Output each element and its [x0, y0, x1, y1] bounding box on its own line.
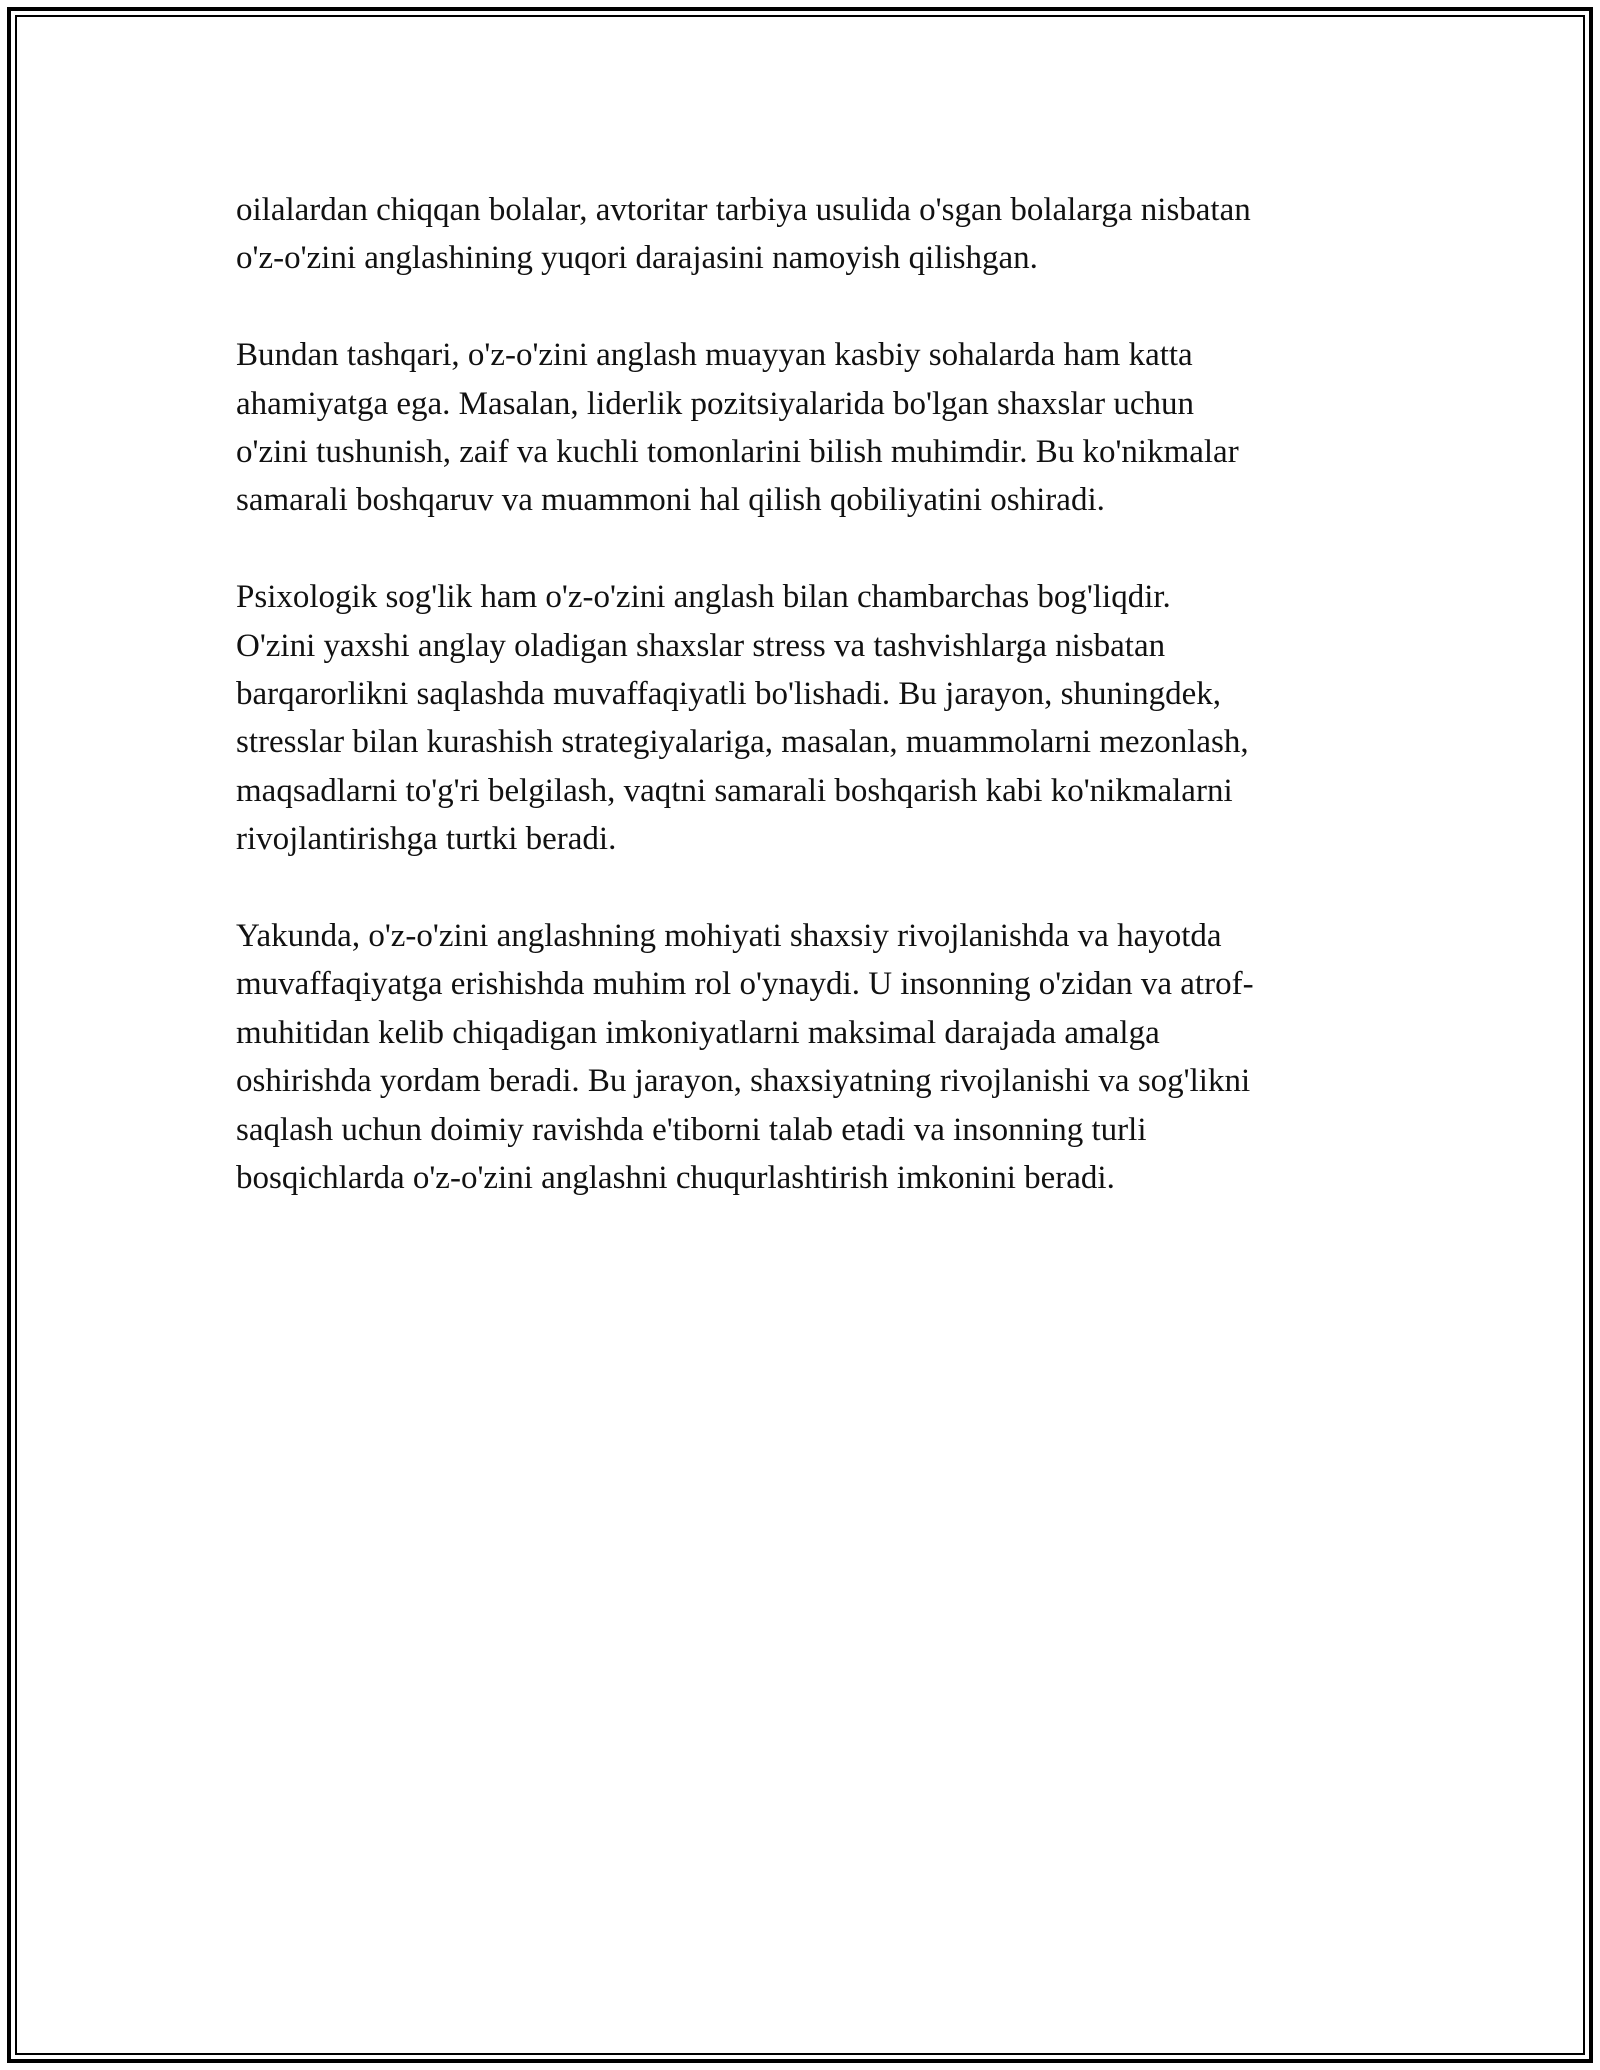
text-line: Psixologik sog'lik ham o'z-o'zini anglash bilan chambarchas bog'liqdir. [236, 579, 1171, 616]
text-line: oilalardan chiqqan bolalar, avtoritar tarbiya usulida o'sgan bolalarga nisbatan [236, 192, 1251, 228]
text-line: bosqichlarda o'z-o'zini anglashni chuqurlashtirish imkonini beradi. [236, 1160, 1115, 1197]
text-line: samarali boshqaruv va muammoni hal qilish qobiliyatini oshiradi. [236, 482, 1105, 519]
text-line: barqarorlikni saqlashda muvaffaqiyatli bo'lishadi. Bu jarayon, shuningdek, [236, 676, 1222, 713]
paragraph-3 [236, 573, 1376, 863]
text-line: o'zini tushunish, zaif va kuchli tomonlarini bilish muhimdir. Bu ko'nikmalar [236, 434, 1239, 471]
text-line: o'z-o'zini anglashining yuqori darajasini namoyish qilishgan. [236, 240, 1038, 277]
text-line: muvaffaqiyatga erishishda muhim rol o'ynaydi. U insonning o'zidan va atrof- [236, 966, 1254, 1003]
text-line: muhitidan kelib chiqadigan imkoniyatlarni maksimal darajada amalga [236, 1014, 1160, 1051]
text-line: oshirishda yordam beradi. Bu jarayon, shaxsiyatning rivojlanishi va sog'likni [236, 1063, 1251, 1100]
text-line: saqlash uchun doimiy ravishda e'tiborni talab etadi va insonning turli [236, 1111, 1147, 1148]
text-line: Yakunda, o'z-o'zini anglashning mohiyati shaxsiy rivojlanishda va hayotda [236, 918, 1222, 955]
paragraph-4 [236, 912, 1376, 1202]
text-line: Bundan tashqari, o'z-o'zini anglash muayyan kasbiy sohalarda ham katta [236, 337, 1193, 374]
text-line: O'zini yaxshi anglay oladigan shaxslar stress va tashvishlarga nisbatan [236, 627, 1166, 664]
text-line: maqsadlarni to'g'ri belgilash, vaqtni samarali boshqarish kabi ko'nikmalarni [236, 772, 1233, 809]
paragraph-2 [236, 331, 1376, 525]
text-line: ahamiyatga ega. Masalan, liderlik pozitsiyalarida bo'lgan shaxslar uchun [236, 385, 1195, 422]
text-line: stresslar bilan kurashish strategiyalariga, masalan, muammolarni mezonlash, [236, 724, 1249, 761]
paragraph-1 [236, 186, 1376, 283]
document-body [236, 186, 1376, 1251]
text-line: rivojlantirishga turtki beradi. [236, 821, 617, 858]
